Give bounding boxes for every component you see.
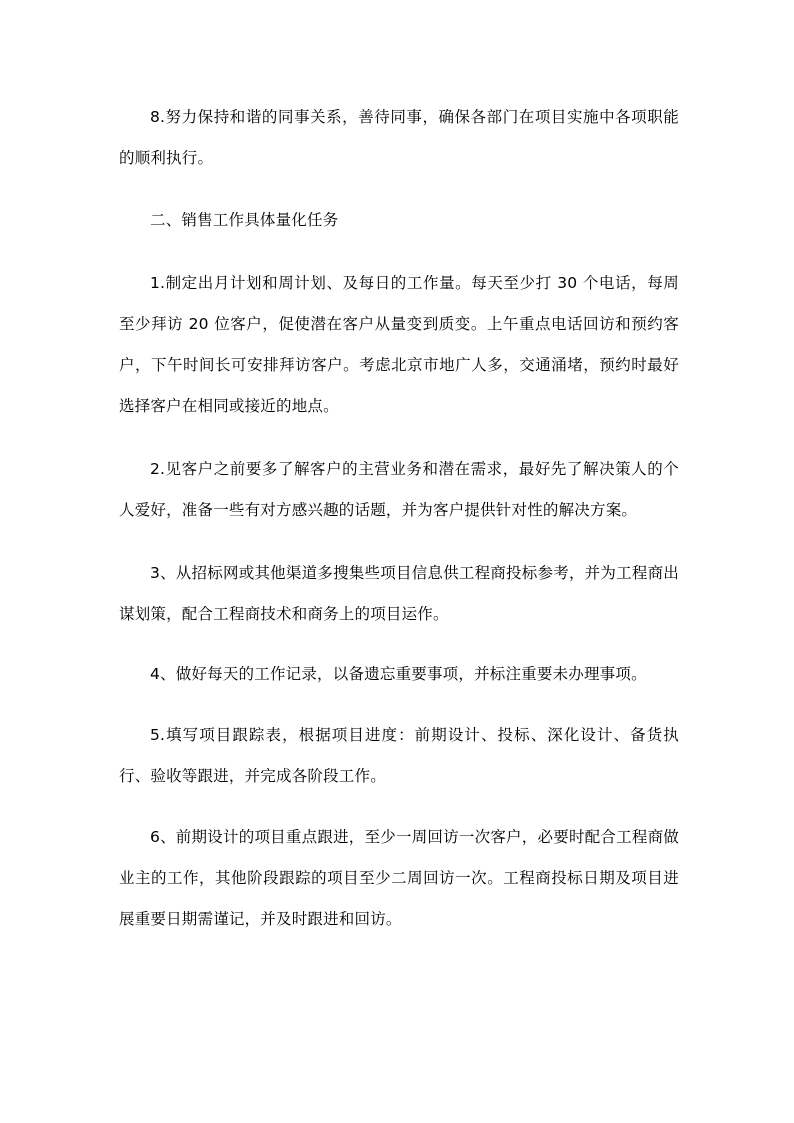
section-heading: 二、销售工作具体量化任务: [150, 211, 339, 229]
paragraph-task-1: 1.制定出月计划和周计划、及每日的工作量。每天至少打 30 个电话，每周至少拜访 20 位客户，促使潜在客户从量变到质变。上午重点电话回访和预约客户，下午时间长可安排拜访客户。考虑北京市地广人多，交通涌堵，预约时最好选择客户在相同或接近的地点。: [119, 274, 679, 415]
paragraph-task-3: 3、从招标网或其他渠道多搜集些项目信息供工程商投标参考，并为工程商出谋划策，配合工程商技术和商务上的项目运作。: [119, 564, 679, 623]
paragraph-task-6: 6、前期设计的项目重点跟进，至少一周回访一次客户，必要时配合工程商做业主的工作，其他阶段跟踪的项目至少二周回访一次。工程商投标日期及项目进展重要日期需谨记，并及时跟进和回访。: [119, 828, 679, 928]
paragraph-task-5: 5.填写项目跟踪表，根据项目进度：前期设计、投标、深化设计、备货执行、验收等跟进，并完成各阶段工作。: [119, 726, 679, 785]
paragraph-task-4: 4、做好每天的工作记录，以备遗忘重要事项，并标注重要未办理事项。: [150, 665, 647, 683]
paragraph-item-8: 8.努力保持和谐的同事关系，善待同事，确保各部门在项目实施中各项职能的顺利执行。: [119, 108, 679, 167]
paragraph-task-2: 2.见客户之前要多了解客户的主营业务和潜在需求，最好先了解决策人的个人爱好，准备一些有对方感兴趣的话题，并为客户提供针对性的解决方案。: [119, 460, 679, 519]
